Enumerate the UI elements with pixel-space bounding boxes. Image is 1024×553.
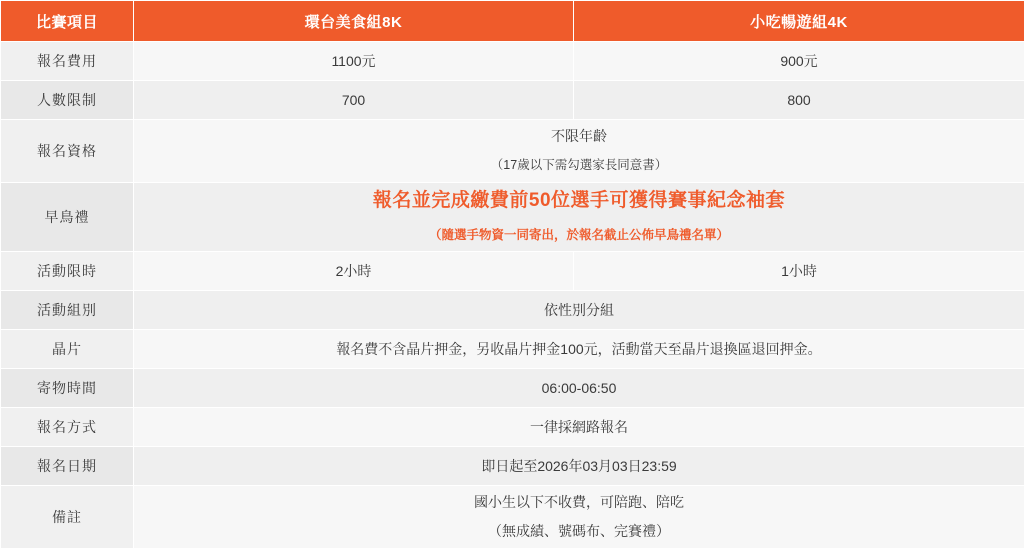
remarks-line-2: （無成績、號碼布、完賽禮） bbox=[488, 523, 670, 540]
row-label-bag-drop: 寄物時間 bbox=[1, 369, 134, 408]
row-label-fee: 報名費用 bbox=[1, 42, 134, 81]
table-header-row bbox=[1, 1, 1024, 42]
eligibility-line-1: 不限年齡 bbox=[551, 128, 607, 145]
table-row bbox=[1, 369, 1024, 408]
early-bird-note: （隨選手物資一同寄出，於報名截止公佈早鳥禮名單） bbox=[428, 227, 729, 242]
row-label-eligibility: 報名資格 bbox=[1, 120, 134, 183]
row-label-remarks: 備註 bbox=[1, 486, 134, 549]
row-value-fee-a: 1100元 bbox=[134, 42, 574, 81]
column-header-group-a: 環台美食組8K bbox=[134, 1, 574, 42]
row-value-grouping: 依性別分組 bbox=[134, 291, 1024, 330]
row-value-time-limit-b: 1小時 bbox=[574, 252, 1024, 291]
eligibility-line-2: （17歲以下需勾選家長同意書） bbox=[490, 158, 668, 173]
column-header-category: 比賽項目 bbox=[1, 1, 134, 42]
table-row bbox=[1, 447, 1024, 486]
table-row bbox=[1, 291, 1024, 330]
table-row bbox=[1, 81, 1024, 120]
remarks-line-1: 國小生以下不收費，可陪跑、陪吃 bbox=[474, 493, 684, 510]
row-value-chip: 報名費不含晶片押金，另收晶片押金100元，活動當天至晶片退換區退回押金。 bbox=[134, 330, 1024, 369]
table-row bbox=[1, 42, 1024, 81]
table-row bbox=[1, 330, 1024, 369]
table-row bbox=[1, 486, 1024, 549]
row-value-bag-drop: 06:00-06:50 bbox=[134, 369, 1024, 408]
row-value-early-bird bbox=[134, 183, 1024, 252]
row-label-early-bird: 早鳥禮 bbox=[1, 183, 134, 252]
row-value-time-limit-a: 2小時 bbox=[134, 252, 574, 291]
row-value-fee-b: 900元 bbox=[574, 42, 1024, 81]
row-value-capacity-b: 800 bbox=[574, 81, 1024, 120]
row-value-eligibility bbox=[134, 120, 1024, 183]
table-row bbox=[1, 183, 1024, 252]
early-bird-headline: 報名並完成繳費前50位選手可獲得賽事紀念袖套 bbox=[372, 190, 786, 211]
row-value-capacity-a: 700 bbox=[134, 81, 574, 120]
column-header-group-b: 小吃暢遊組4K bbox=[574, 1, 1024, 42]
table-header bbox=[1, 1, 1024, 42]
row-value-registration-method: 一律採網路報名 bbox=[134, 408, 1024, 447]
row-label-registration-date: 報名日期 bbox=[1, 447, 134, 486]
table-row bbox=[1, 120, 1024, 183]
table-body bbox=[1, 42, 1024, 549]
row-label-capacity: 人數限制 bbox=[1, 81, 134, 120]
table-row bbox=[1, 408, 1024, 447]
row-label-registration-method: 報名方式 bbox=[1, 408, 134, 447]
row-value-remarks bbox=[134, 486, 1024, 549]
row-label-time-limit: 活動限時 bbox=[1, 252, 134, 291]
table-row bbox=[1, 252, 1024, 291]
row-label-grouping: 活動組別 bbox=[1, 291, 134, 330]
row-value-registration-date: 即日起至2026年03月03日23:59 bbox=[134, 447, 1024, 486]
row-label-chip: 晶片 bbox=[1, 330, 134, 369]
